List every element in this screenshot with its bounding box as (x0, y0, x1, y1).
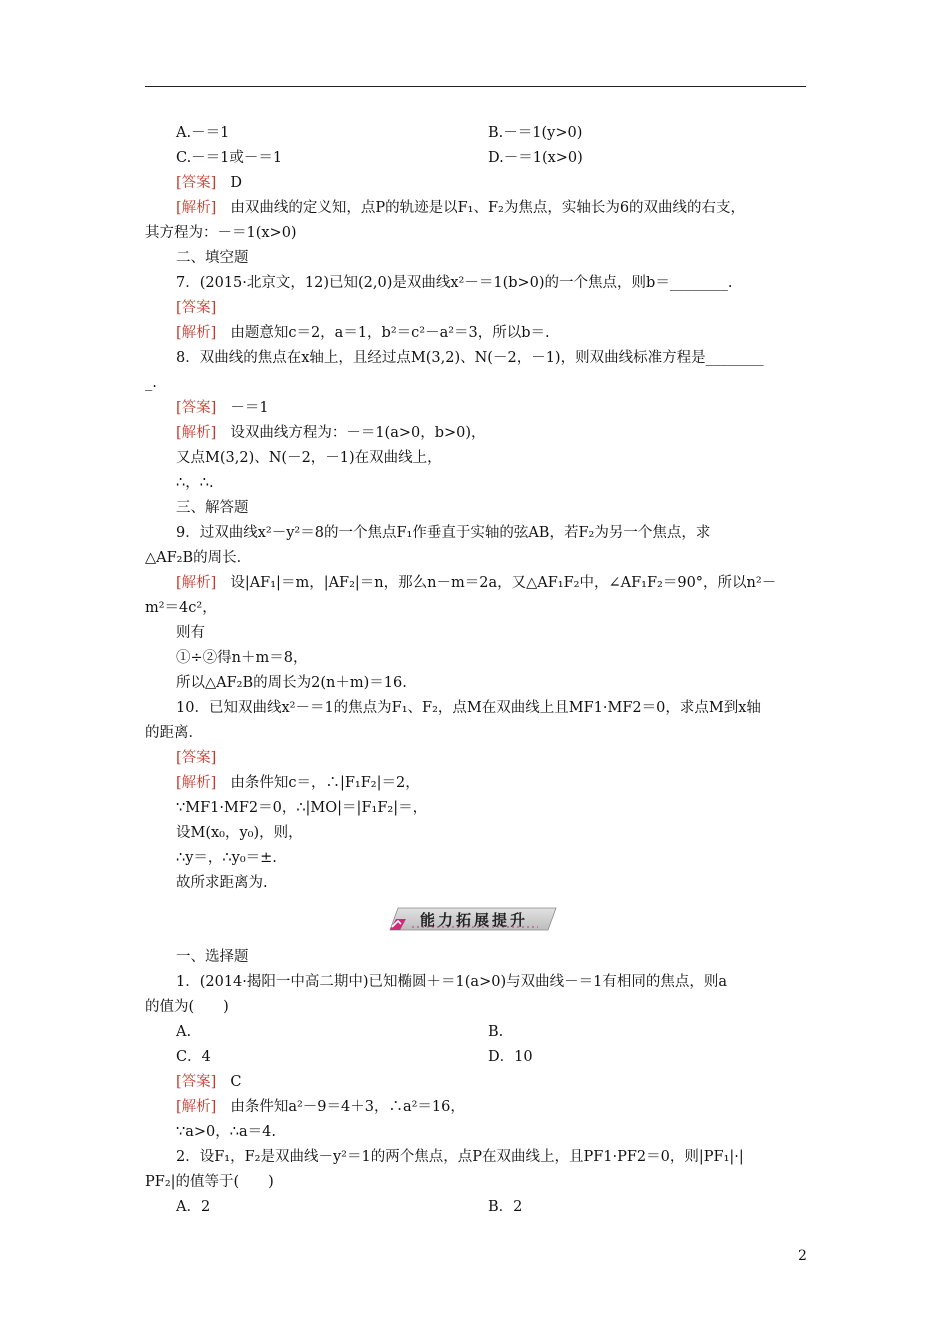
q9-analysis-line4: ①÷②得n＋m＝8， (176, 650, 308, 666)
q6-option-a: A.－＝1 (176, 125, 230, 141)
analysis-text: 由题意知c＝2，a＝1，b²＝c²－a²＝3，所以b＝. (230, 325, 550, 341)
q7-answer (176, 298, 216, 318)
p2-q1-analysis-line2: ∵a>0，∴a＝4. (176, 1124, 276, 1140)
answer-tag: [答案] (176, 300, 217, 316)
page-number: 2 (798, 1248, 807, 1264)
q9-analysis-line5: 所以△AF₂B的周长为2(n＋m)＝16. (176, 675, 407, 691)
q10-analysis-line2: ∵MF1·MF2＝0，∴|MO|＝|F₁F₂|＝， (176, 800, 428, 816)
q8-answer (176, 398, 269, 418)
p2-q1-stem-cont: 的值为( ) (145, 999, 229, 1015)
p2-q2-stem: 2．设F₁，F₂是双曲线－y²＝1的两个焦点，点P在双曲线上，且PF1·PF2＝0，则|PF₁|·| (176, 1149, 744, 1165)
q10-stem: 10．已知双曲线x²－＝1的焦点为F₁、F₂，点M在双曲线上且MF1·MF2＝0，求点M到x轴 (176, 700, 761, 716)
section-banner (388, 905, 560, 933)
q8-stem: 8．双曲线的焦点在x轴上，且经过点M(3,2)、N(－2，－1)，则双曲线标准方程是________ (176, 350, 764, 366)
analysis-text: 由条件知c＝，∴|F₁F₂|＝2， (230, 775, 420, 791)
q6-analysis (176, 198, 745, 218)
q10-analysis-line5: 故所求距离为. (176, 875, 268, 891)
answer-text: －＝1 (230, 400, 269, 416)
section-fill-blank-title: 二、填空题 (176, 250, 249, 266)
part2-section-choice-title: 一、选择题 (176, 949, 249, 965)
q6-answer (176, 173, 242, 193)
analysis-text: 设双曲线方程为：－＝1(a>0，b>0)， (230, 425, 486, 441)
section-answer-title: 三、解答题 (176, 500, 249, 516)
analysis-tag: [解析] (176, 1099, 217, 1115)
analysis-text: 由双曲线的定义知，点P的轨迹是以F₁、F₂为焦点，实轴长为6的双曲线的右支， (230, 200, 746, 216)
p2-q1-option-b: B. (488, 1024, 504, 1040)
q10-answer (176, 748, 216, 768)
analysis-tag: [解析] (176, 575, 217, 591)
answer-tag: [答案] (176, 400, 217, 416)
p2-q1-option-a: A. (176, 1024, 192, 1040)
p2-q1-analysis (176, 1097, 465, 1117)
q6-analysis-cont: 其方程为：－＝1(x>0) (145, 225, 297, 241)
answer-text: C (230, 1074, 242, 1090)
q9-analysis-cont: m²＝4c²， (145, 600, 217, 616)
q9-analysis-line3: 则有 (176, 625, 205, 641)
analysis-text: 由条件知a²－9＝4＋3，∴a²＝16， (230, 1099, 465, 1115)
analysis-tag: [解析] (176, 775, 217, 791)
p2-q2-option-a: A．2 (176, 1199, 211, 1215)
q6-option-b: B.－＝1(y>0) (488, 125, 583, 141)
q9-stem-cont: △AF₂B的周长． (145, 550, 252, 566)
analysis-tag: [解析] (176, 200, 217, 216)
answer-tag: [答案] (176, 750, 217, 766)
analysis-tag: [解析] (176, 425, 217, 441)
q7-analysis (176, 323, 550, 343)
q8-analysis-line3: ∴，∴. (176, 475, 214, 491)
q9-stem: 9．过双曲线x²－y²＝8的一个焦点F₁作垂直于实轴的弦AB，若F₂为另一个焦点，求 (176, 525, 711, 541)
p2-q1-stem: 1．(2014·揭阳一中高二期中)已知椭圆＋＝1(a>0)与双曲线－＝1有相同的焦点，则a (176, 974, 727, 990)
q8-analysis-line2: 又点M(3,2)、N(－2，－1)在双曲线上， (176, 450, 442, 466)
p2-q2-stem-cont: PF₂|的值等于( ) (145, 1174, 274, 1190)
p2-q2-option-b: B．2 (488, 1199, 523, 1215)
p2-q1-option-c: C．4 (176, 1049, 211, 1065)
q7-stem: 7．(2015·北京文，12)已知(2,0)是双曲线x²－＝1(b>0)的一个焦点，则b＝________. (176, 275, 733, 291)
header-rule (145, 86, 806, 87)
answer-tag: [答案] (176, 175, 217, 191)
q8-analysis (176, 423, 486, 443)
q6-option-c: C.－＝1或－＝1 (176, 150, 283, 166)
q10-stem-cont: 的距离． (145, 725, 203, 741)
banner-title: 能力拓展提升 (419, 911, 528, 929)
q6-option-d: D.－＝1(x>0) (488, 150, 583, 166)
p2-q1-option-d: D．10 (488, 1049, 533, 1065)
p2-q1-answer (176, 1072, 241, 1092)
analysis-text: 设|AF₁|＝m，|AF₂|＝n，那么n－m＝2a，又△AF₁F₂中，∠AF₁F₂＝90°，所以n²－ (230, 575, 777, 591)
q8-stem-cont: _. (145, 375, 157, 391)
q10-analysis (176, 773, 420, 793)
analysis-tag: [解析] (176, 325, 217, 341)
q10-analysis-line3: 设M(x₀，y₀)，则， (176, 825, 303, 841)
answer-tag: [答案] (176, 1074, 217, 1090)
q9-analysis (176, 573, 776, 593)
q10-analysis-line4: ∴y＝，∴y₀＝±. (176, 850, 277, 866)
answer-text: D (230, 175, 242, 191)
